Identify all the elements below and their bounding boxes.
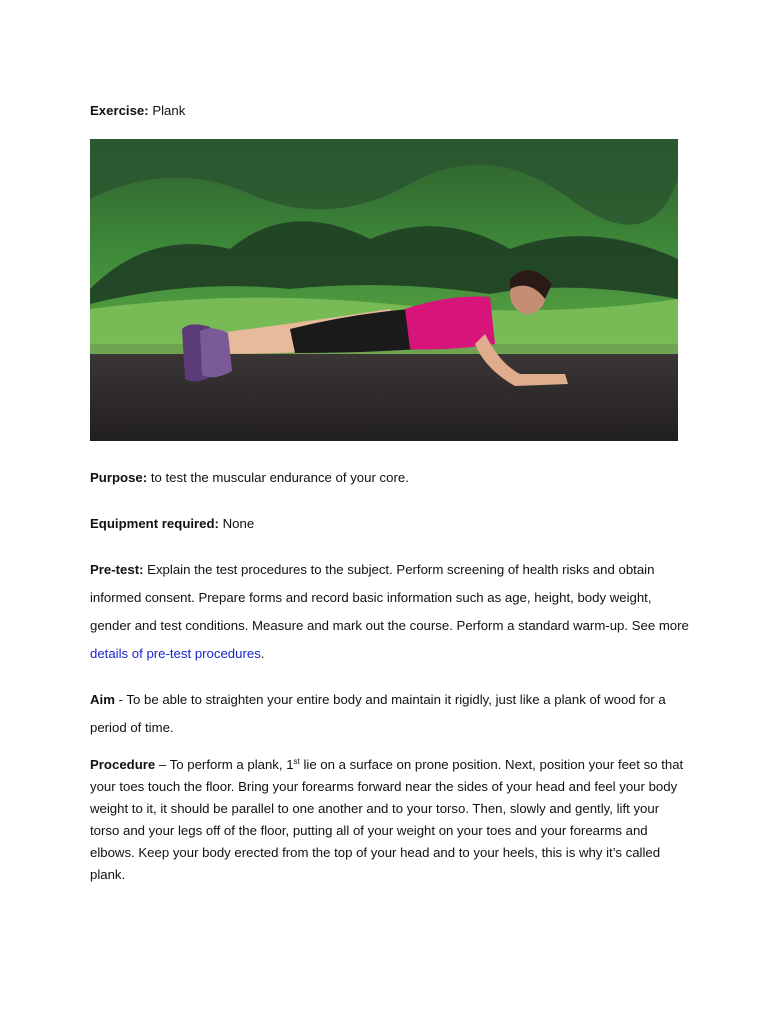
purpose-value: to test the muscular endurance of your core. — [150, 470, 409, 485]
aim-label: Aim — [90, 692, 115, 707]
aim-paragraph — [90, 686, 690, 742]
purpose-label: Purpose: — [90, 470, 148, 485]
pretest-paragraph — [90, 556, 690, 668]
procedure-text-a: – To perform a plank, 1 — [158, 757, 294, 772]
procedure-text-b: lie on a surface on prone position. Next, position your feet so that your toes touch the floor. Bring your forearms forward near the sides of your head and feel your body weight to it, it should be parallel to one another and to your torso. Then, slowly and gently, lift your torso and your legs off of the floor, putting all of your weight on your toes and your forearms and elbows. Keep your body erected from the top of your head and to your heels, this is why it’s called plank. — [90, 757, 684, 882]
equipment-line — [90, 513, 690, 535]
pretest-text: Explain the test procedures to the subject. Perform screening of health risks and obtain informed consent. Prepare forms and record basic information such as age, height, body weight, gender and test conditions. Measure and mark out the course. Perform a standard warm-up. See more — [90, 562, 689, 633]
exercise-label: Exercise: — [90, 103, 149, 118]
exercise-value: Plank — [152, 103, 186, 118]
exercise-line — [90, 100, 690, 122]
procedure-sup: st — [293, 757, 300, 766]
aim-text: - To be able to straighten your entire body and maintain it rigidly, just like a plank of wood for a period of time. — [90, 692, 666, 735]
pretest-label: Pre-test: — [90, 562, 144, 577]
equipment-value: None — [222, 516, 255, 531]
procedure-label: Procedure — [90, 757, 156, 772]
procedure-paragraph — [90, 754, 690, 886]
pretest-details-link[interactable]: details of pre-test procedures — [90, 646, 261, 661]
purpose-line — [90, 467, 690, 489]
pretest-end: . — [260, 646, 265, 661]
plank-photo — [90, 139, 678, 441]
equipment-label: Equipment required: — [90, 516, 219, 531]
